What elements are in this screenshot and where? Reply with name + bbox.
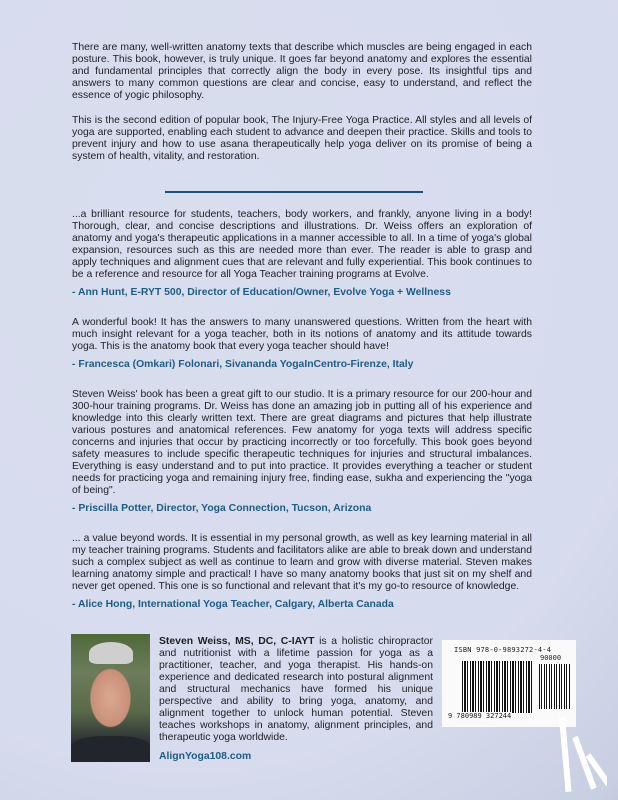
author-bio [159, 636, 433, 744]
description-paragraph-2: This is the second edition of popular book, The Injury-Free Yoga Practice. All styles and all levels of yoga are supported, enabling each student to advance and deepen their practice. Skills and tools to prevent injury and how to use asana therapeutically help yoga deliver on its promise of being a system of health, vitality, and restoration. [72, 115, 532, 162]
testimonial-quote: ... a value beyond words. It is essential in my personal growth, as well as key learning material in all my teacher training programs. Students and facilitators alike are able to break down and understand such a complex subject as well as continue to learn and grow with diverse material. Steven makes learning anatomy simple and practical! I have so many anatomy books that just sit on my shelf and never get opened. This one is so functional and relevant that it's my go-to resource of knowledge. [72, 533, 532, 592]
isbn-text: ISBN 978-0-9893272-4-4 [454, 646, 552, 654]
price-barcode-bars [539, 664, 570, 709]
author-name: Steven Weiss, MS, DC, C-IAYT [159, 636, 315, 647]
author-bio-text: is a holistic chiropractor and nutritionist with a lifetime passion for yoga as a practitioner, teacher, and yoga therapist. His hands-on experience and dedicated research into postural alignment and structural mechanics have formed his unique perspective and ability to bring yoga, anatomy, and alignment together to unlock human potential. Steven teaches workshops in anatomy, alignment principles, and therapeutic yoga worldwide. [159, 636, 433, 743]
author-photo [71, 634, 150, 762]
testimonial-attribution: - Priscilla Potter, Director, Yoga Connection, Tucson, Arizona [72, 503, 372, 514]
main-text-column [72, 42, 532, 610]
testimonial-attribution: - Alice Hong, International Yoga Teacher, Calgary, Alberta Canada [72, 599, 394, 610]
testimonial-attribution: - Francesca (Omkari) Folonari, Sivananda YogaInCentro-Firenze, Italy [72, 359, 414, 370]
testimonial-quote: A wonderful book! It has the answers to many unanswered questions. Written from the heart with much insight relevant for a yoga teacher, both in its notions of anatomy and its attitude towards yoga. This is the anatomy book that every yoga teacher should have! [72, 317, 532, 352]
description-paragraph-1: There are many, well-written anatomy texts that describe which muscles are being engaged in each posture. This book, however, is truly unique. It goes far beyond anatomy and explores the essential and fundamental principles that correctly align the body in every pose. Its insightful tips and answers to many common questions are clear and concise, easy to understand, and reflect the essence of yogic philosophy. [72, 42, 532, 101]
author-website: AlignYoga108.com [159, 751, 252, 762]
price-code: 90000 [540, 654, 562, 662]
testimonial-quote: Steven Weiss' book has been a great gift to our studio. It is a primary resource for our 200-hour and 300-hour training programs. Dr. Weiss has done an amazing job in putting all of his experience and knowledge into this clearly written text. There are great diagrams and pictures that help illustrate various postures and anatomical references. Few anatomy for yoga texts will address specific concerns and injuries that occur by practicing incorrectly or too forcefully. This book goes beyond safety measures to include specific therapeutic techniques for injuries and structural imbalances. Everything is easy understand and to put into practice. It provides everything a teacher or student needs for practicing yoga and remaining injury free, finding ease, sukha and experiencing the "yoga of being". [72, 389, 532, 496]
testimonial-quote: ...a brilliant resource for students, teachers, body workers, and frankly, anyone living in a body! Thorough, clear, and concise descriptions and illustrations. Dr. Weiss offers an exploration of anatomy and yoga's therapeutic applications in a manner accessible to all. In a time of yoga's global expansion, resources such as this are needed more than ever. The reader is able to grasp and apply techniques and alignment cues that are relevant and fully experiential. This book continues to be a reference and resource for all Yoga Teacher training programs at Evolve. [72, 209, 532, 280]
testimonial-attribution: - Ann Hunt, E-RYT 500, Director of Education/Owner, Evolve Yoga + Wellness [72, 287, 451, 298]
author-section [159, 636, 433, 762]
barcode-bars [462, 661, 532, 713]
publisher-logo-icon [557, 717, 607, 792]
ean-number: 9 780989 327244 [448, 712, 512, 720]
isbn-barcode [442, 640, 576, 727]
